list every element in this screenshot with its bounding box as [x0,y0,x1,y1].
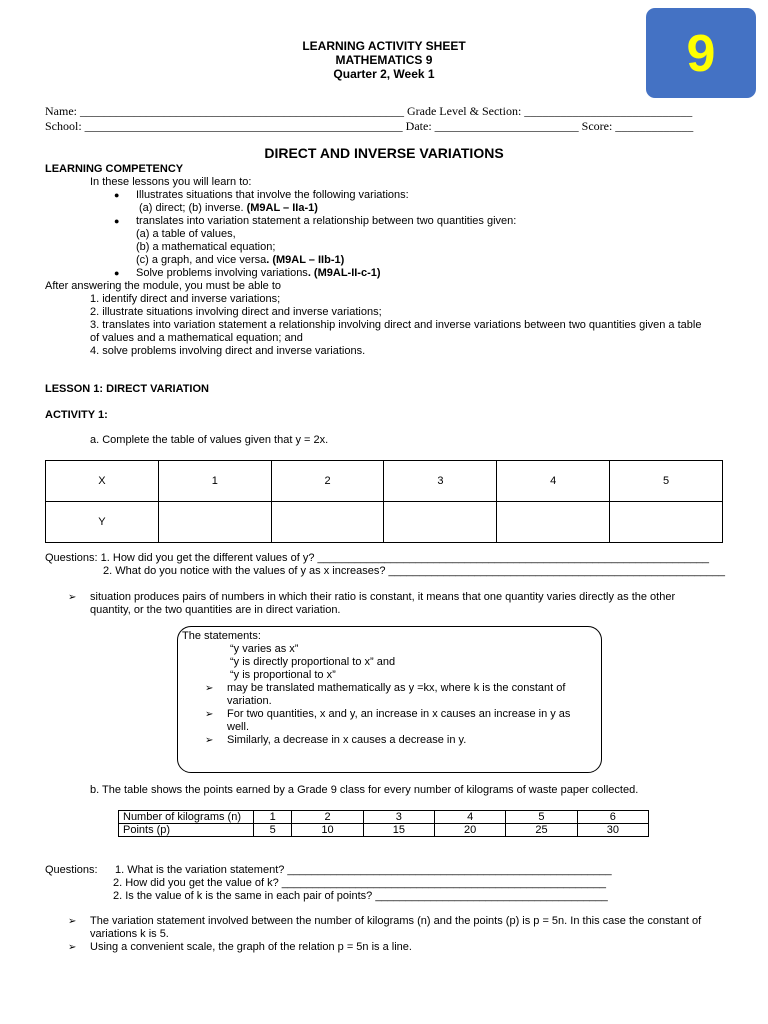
direct-variation-note: situation produces pairs of numbers in which their ratio is constant, it means that one quantity varies directly as the other [90,591,676,603]
table-cell: 1 [254,811,292,824]
objectives-intro: After answering the module, you must be able to [45,280,282,292]
part-b-instruction: b. The table shows the points earned by a Grade 9 class for every number of kilograms of waste paper collected. [90,784,639,796]
conclusion-1-cont: variations k is 5. [90,928,169,940]
table-cell: 25 [506,824,577,837]
statement-1: “y varies as x” [230,643,299,655]
answer-cell[interactable] [158,502,271,543]
statement-2: “y is directly proportional to x” and [230,656,396,668]
part-a-instruction: a. Complete the table of values given that y = 2x. [90,434,329,446]
answer-cell[interactable] [610,502,723,543]
school-line[interactable]: School: _____________________________________________________ Date: ________________________ Score: _____________ [45,119,694,133]
table-cell: 3 [363,811,434,824]
arrow-bullet-icon: ➢ [68,942,77,953]
header-line-1: LEARNING ACTIVITY SHEET [302,39,466,53]
bullet-2-code: . (M9AL – IIb-1) [266,254,345,266]
points-table [118,810,649,837]
competency-bullet-1: Illustrates situations that involve the following variations: [136,189,409,201]
question-1[interactable]: Questions: 1. How did you get the different values of y? ________________________________________________________________ [45,552,710,564]
arrow-bullet-icon: ➢ [68,916,77,927]
bullet-3-code: . (M9AL-II-c-1) [307,267,381,279]
table-row [119,811,649,824]
table-cell: 4 [497,461,610,502]
box-point-1-cont: variation. [227,695,272,707]
table-cell: Number of kilograms (n) [119,811,254,824]
table-cell: 10 [292,824,363,837]
table-cell: 2 [271,461,384,502]
page-title: DIRECT AND INVERSE VARIATIONS [264,145,504,161]
objective-2: 2. illustrate situations involving direct and inverse variations; [90,306,382,318]
table-cell: 5 [610,461,723,502]
box-point-2-cont: well. [227,721,250,733]
table-cell: 30 [577,824,648,837]
competency-bullet-3 [136,267,381,280]
question-2[interactable]: 2. What do you notice with the values of y as x increases? _______________________________________________________ [103,565,726,577]
bullet-1-code: (M9AL – IIa-1) [246,202,318,214]
question-b-1[interactable]: 1. What is the variation statement? _____________________________________________________ [115,864,612,876]
table-of-values [45,460,723,543]
competency-bullet-1-sub [139,202,318,215]
table-cell: Y [46,502,159,543]
name-line[interactable]: Name: ______________________________________________________ Grade Level & Section: ____________________________ [45,104,693,118]
question-b-3[interactable]: 2. Is the value of k is the same in each pair of points? ______________________________________ [113,890,608,902]
arrow-bullet-icon: ➢ [205,683,214,694]
table-cell: 3 [384,461,497,502]
question-b-2[interactable]: 2. How did you get the value of k? _____________________________________________________ [113,877,607,889]
competency-bullet-2-a: (a) a table of values, [136,228,236,240]
box-point-2: For two quantities, x and y, an increase in x causes an increase in y as [227,708,571,720]
table-row [46,502,723,543]
answer-cell[interactable] [497,502,610,543]
table-cell: 15 [363,824,434,837]
competency-bullet-2-b: (b) a mathematical equation; [136,241,276,253]
objective-3-cont: of values and a mathematical equation; and [90,332,303,344]
bullet-icon: ● [114,216,120,226]
table-row [119,824,649,837]
direct-variation-note-cont: quantity, or the two quantities are in direct variation. [90,604,341,616]
objective-4: 4. solve problems involving direct and inverse variations. [90,345,366,357]
conclusion-2: Using a convenient scale, the graph of the relation p = 5n is a line. [90,941,412,953]
table-cell: 1 [158,461,271,502]
answer-cell[interactable] [271,502,384,543]
activity-title: ACTIVITY 1: [45,409,108,421]
competency-bullet-2-c [136,254,344,267]
bullet-3-text: Solve problems involving variations [136,267,308,279]
table-cell: 4 [435,811,506,824]
arrow-bullet-icon: ➢ [205,735,214,746]
grade-badge: 9 [646,8,756,98]
table-cell: Points (p) [119,824,254,837]
competency-intro: In these lessons you will learn to: [90,176,252,188]
bullet-icon: ● [114,190,120,200]
table-cell: X [46,461,159,502]
table-cell: 2 [292,811,363,824]
arrow-bullet-icon: ➢ [68,592,77,603]
competency-bullet-2: translates into variation statement a relationship between two quantities given: [136,215,517,227]
conclusion-1: The variation statement involved between the number of kilograms (n) and the points (p) is p = 5n. In this case the constant of [90,915,702,927]
bullet-2-c-text: (c) a graph, and vice versa [136,254,267,266]
table-cell: 20 [435,824,506,837]
lesson-title: LESSON 1: DIRECT VARIATION [45,383,209,395]
bullet-icon: ● [114,268,120,278]
questions-label: Questions: [45,864,98,876]
table-cell: 5 [506,811,577,824]
competency-heading: LEARNING COMPETENCY [45,163,184,175]
statement-3: “y is proportional to x” [230,669,336,681]
objective-3: 3. translates into variation statement a relationship involving direct and inverse variations between two quantities given a table [90,319,702,331]
box-point-1: may be translated mathematically as y =kx, where k is the constant of [227,682,566,694]
bullet-1-sub-text: (a) direct; (b) inverse. [139,202,244,214]
table-row [46,461,723,502]
objective-1: 1. identify direct and inverse variations; [90,293,281,305]
header-line-2: MATHEMATICS 9 [335,53,433,67]
table-cell: 6 [577,811,648,824]
arrow-bullet-icon: ➢ [205,709,214,720]
answer-cell[interactable] [384,502,497,543]
statements-heading: The statements: [182,630,261,642]
header-line-3: Quarter 2, Week 1 [333,67,435,81]
box-point-3: Similarly, a decrease in x causes a decrease in y. [227,734,467,746]
table-cell: 5 [254,824,292,837]
